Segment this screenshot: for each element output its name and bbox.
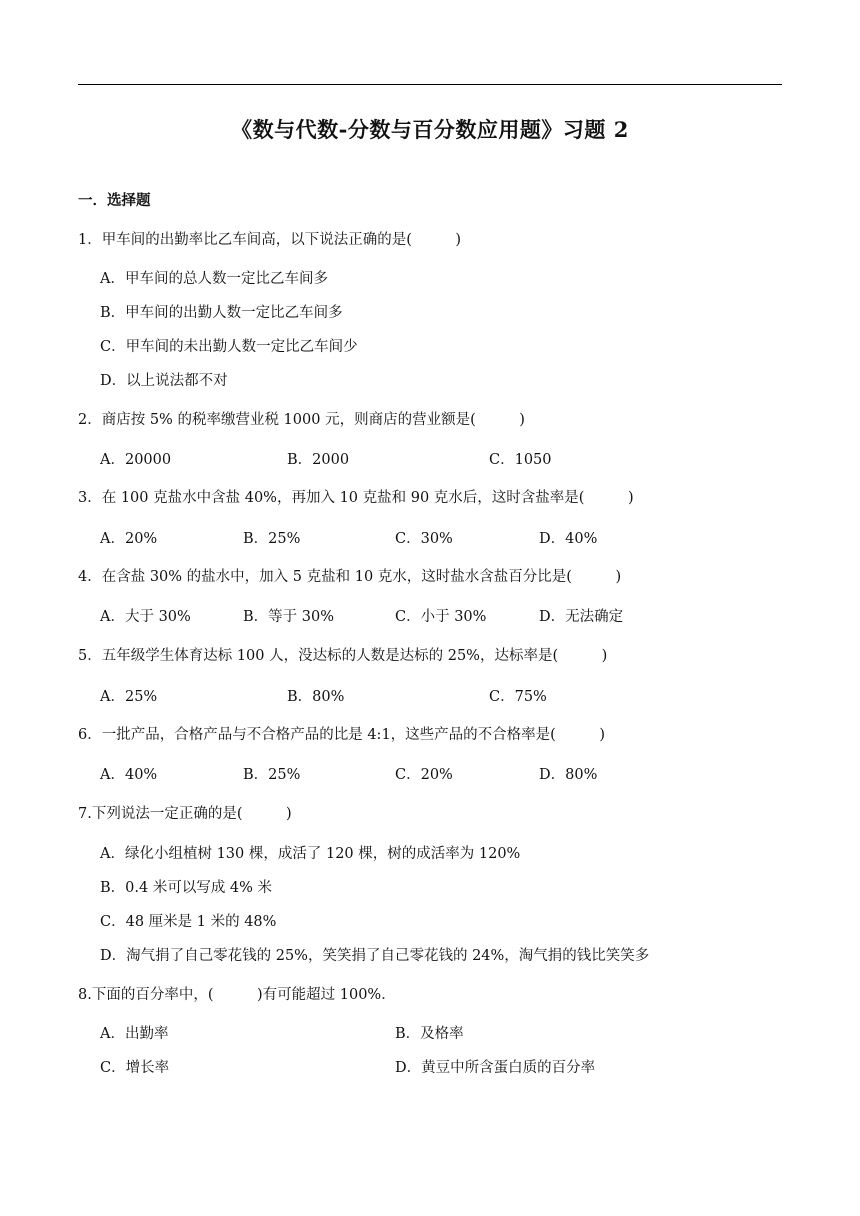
- question-5-option-b: B．80%: [287, 689, 345, 705]
- question-3-option-b: B．25%: [243, 531, 301, 547]
- question-2-option-c: C．1050: [489, 452, 552, 468]
- question-4-option-c: C．小于 30%: [395, 609, 487, 625]
- question-3-stem: 3．在 100 克盐水中含盐 40%，再加入 10 克盐和 90 克水后，这时含盐率是( ): [78, 490, 634, 506]
- question-4-option-a: A．大于 30%: [100, 609, 191, 625]
- question-5-stem: 5．五年级学生体育达标 100 人，没达标的人数是达标的 25%，达标率是( ): [78, 648, 608, 664]
- question-4-option-b: B．等于 30%: [243, 609, 334, 625]
- question-1-option-b: B．甲车间的出勤人数一定比乙车间多: [100, 305, 343, 321]
- question-4-option-d: D．无法确定: [539, 609, 624, 625]
- question-5-option-c: C．75%: [489, 689, 547, 705]
- question-6-option-c: C．20%: [395, 767, 453, 783]
- section-heading: 一．选择题: [78, 192, 151, 209]
- question-3-option-d: D．40%: [539, 531, 598, 547]
- question-7-option-d: D．淘气捐了自己零花钱的 25%，笑笑捐了自己零花钱的 24%，淘气捐的钱比笑笑多: [100, 948, 650, 964]
- question-1-stem: 1．甲车间的出勤率比乙车间高，以下说法正确的是( ): [78, 232, 462, 248]
- question-3-option-a: A．20%: [100, 531, 158, 547]
- page-title: 《数与代数-分数与百分数应用题》习题 2: [231, 117, 629, 142]
- question-8-option-d: D．黄豆中所含蛋白质的百分率: [395, 1060, 596, 1076]
- question-3-option-c: C．30%: [395, 531, 453, 547]
- question-1-option-a: A．甲车间的总人数一定比乙车间多: [100, 271, 328, 287]
- question-7-option-a: A．绿化小组植树 130 棵，成活了 120 棵，树的成活率为 120%: [100, 846, 521, 862]
- question-6-option-d: D．80%: [539, 767, 598, 783]
- question-8-option-c: C．增长率: [100, 1060, 170, 1076]
- question-1-option-c: C．甲车间的未出勤人数一定比乙车间少: [100, 339, 358, 355]
- header-rule: [78, 84, 782, 85]
- question-2-option-a: A．20000: [100, 452, 172, 468]
- question-4-stem: 4．在含盐 30% 的盐水中，加入 5 克盐和 10 克水，这时盐水含盐百分比是( ): [78, 569, 622, 585]
- question-7-option-c: C．48 厘米是 1 米的 48%: [100, 914, 277, 930]
- question-8-option-a: A．出勤率: [100, 1026, 169, 1042]
- question-7-option-b: B．0.4 米可以写成 4% 米: [100, 880, 273, 896]
- question-8-option-b: B．及格率: [395, 1026, 464, 1042]
- question-8-stem: 8.下面的百分率中，( )有可能超过 100%．: [78, 987, 396, 1003]
- question-7-stem: 7.下列说法一定正确的是( ): [78, 806, 292, 822]
- question-6-option-a: A．40%: [100, 767, 158, 783]
- question-2-stem: 2．商店按 5% 的税率缴营业税 1000 元，则商店的营业额是( ): [78, 412, 525, 428]
- question-6-stem: 6．一批产品，合格产品与不合格产品的比是 4:1，这些产品的不合格率是( ): [78, 727, 605, 743]
- question-6-option-b: B．25%: [243, 767, 301, 783]
- question-2-option-b: B．2000: [287, 452, 350, 468]
- question-5-option-a: A．25%: [100, 689, 158, 705]
- question-1-option-d: D．以上说法都不对: [100, 373, 228, 389]
